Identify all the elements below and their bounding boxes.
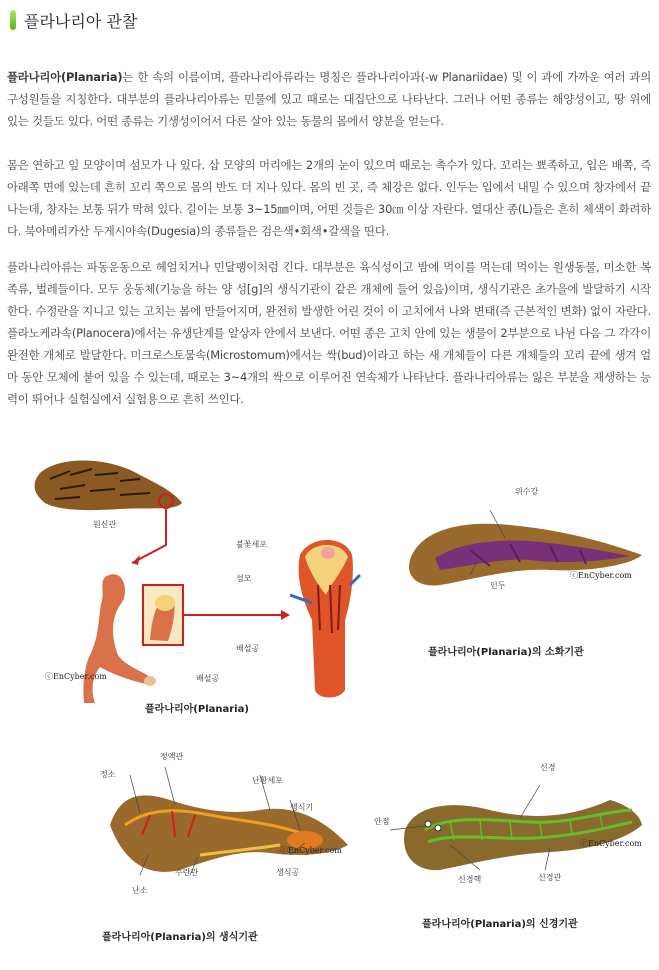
label-yolk-cells: 난황세포 xyxy=(252,776,283,785)
label-vas-deferens: 정액관 xyxy=(160,752,184,761)
paragraph-intro xyxy=(7,66,651,132)
label-gastrovascular: 위수강 xyxy=(515,487,539,496)
caption-reproductive: 플라나리아(Planaria)의 생식기관 xyxy=(102,932,258,943)
watermark: ⓒEnCyber.com xyxy=(580,839,642,848)
watermark: ⓒEnCyber.com xyxy=(45,672,107,681)
figure-reproductive xyxy=(80,745,370,945)
label-pharynx: 인두 xyxy=(490,581,506,590)
label-oviduct: 수란관 xyxy=(175,868,199,877)
label-genital-pore: 생식공 xyxy=(276,868,300,877)
paragraph-text: 플라나리아류는 파동운동으로 헤엄치거나 민달팽이처럼 긴다. 대부분은 육식성이고 밤에 먹이를 먹는데 먹이는 원생동물, 미소한 복족류, 벌레들이다. 모두 웅동체(기능을 하는 양 성[g]의 생식기관이 같은 개체에 들어 있음)이며, 생식기관은 초가을에 발달하기 시작한다. 수정란을 지니고 있는 고치는 봄에 만들어지며, 완전히 발생한 어린 것이 이 고치에서 나와 변태(즉 근본적인 변화) 없이 자란다. 플라노케라속(Planocera)에서는 유생단계를 알상자 안에서 보낸다. 어떤 종은 고치 안에 있는 생물이 2부분으로 나뉜 다음 그 각각이 완전한 개체로 발달한다. 미크로스토뭄속(Microstomum)에서는 싹(bud)이라고 하는 새 개체들이 다른 개체들의 꼬리 끝에 생겨 얼마 동안 모체에 붙어 있을 수 있는데, 때로는 3~4개의 싹으로 이루어진 연속체가 나타난다. 플라나리아류는 잃은 부분을 재생하는 능력이 뛰어나 실험실에서 실험용으로 흔히 쓰인다. xyxy=(7,260,651,406)
paragraph-text: 몸은 연하고 잎 모양이며 섬모가 나 있다. 삽 모양의 머리에는 2개의 눈이 있으며 때로는 촉수가 있다. 꼬리는 뾰족하고, 입은 배쪽, 즉 아래쪽 면에 있는데 흔히 꼬리 쪽으로 몸의 반도 더 지나 있다. 몸의 빈 곳, 즉 체강은 없다. 인두는 입에서 내밀 수 있으며 창자에서 끝나는데, 창자는 보통 뒤가 막혀 있다. 길이는 보통 3~15㎜이며, 어떤 것들은 30㎝ 이상 자란다. 열대산 종(L)들은 흔히 체색이 화려하다. 북아메리카산 두게시아속(Dugesia)의 종류들은 검은색•회색•갈색을 띤다. xyxy=(7,158,651,238)
caption-digestive: 플라나리아(Planaria)의 소화기관 xyxy=(428,647,584,658)
label-protonephridia: 원신관 xyxy=(93,520,117,529)
label-genital-organ: 생식기 xyxy=(290,803,314,812)
title-marker-icon xyxy=(10,10,16,30)
watermark: ⓒEnCyber.com xyxy=(280,846,342,855)
label-flame-cell: 불꽃세포 xyxy=(236,540,267,549)
figure-excretory xyxy=(0,445,380,720)
label-eyespot: 안점 xyxy=(374,817,390,826)
label-excretory-pore-enlarged: 배설공 xyxy=(236,644,260,653)
label-nerve: 신경 xyxy=(540,763,556,772)
page-title: 플라나리아 관찰 xyxy=(24,11,138,31)
page-title-bar xyxy=(10,8,137,32)
figure-digestive xyxy=(380,480,659,660)
caption-nervous: 플라나리아(Planaria)의 신경기관 xyxy=(422,919,578,930)
label-excretory-pore: 배설공 xyxy=(196,674,220,683)
label-nerve-cord: 신경관 xyxy=(538,873,562,882)
paragraph-text: 는 한 속의 이름이며, 플라나리아류라는 명칭은 플라나리아과(-w Planariidae) 및 이 과에 가까운 여러 과의 구성원들을 지칭한다. 대부분의 플라나리아류는 민물에 있고 때로는 대집단으로 나타난다. 그러나 어떤 종류는 해양성이고, 땅 위에 있는 것들도 있다. 어떤 종류는 기생성이어서 다른 살아 있는 동물의 몸에서 양분을 얻는다. xyxy=(7,70,651,128)
figure-nervous xyxy=(370,760,659,940)
reproductive-illustration xyxy=(80,745,370,895)
paragraph-behavior xyxy=(7,256,651,410)
label-ovary: 난소 xyxy=(132,886,148,895)
label-testis: 정소 xyxy=(100,770,116,779)
label-cilia: 섬모 xyxy=(236,574,252,583)
paragraph-lead: 플라나리아(Planaria) xyxy=(7,70,123,84)
caption-excretory: 플라나리아(Planaria) xyxy=(145,704,249,715)
watermark: ⓒEnCyber.com xyxy=(570,571,632,580)
nervous-illustration xyxy=(370,760,659,890)
label-nerve-node: 신경핵 xyxy=(458,875,482,884)
paragraph-body xyxy=(7,154,651,242)
